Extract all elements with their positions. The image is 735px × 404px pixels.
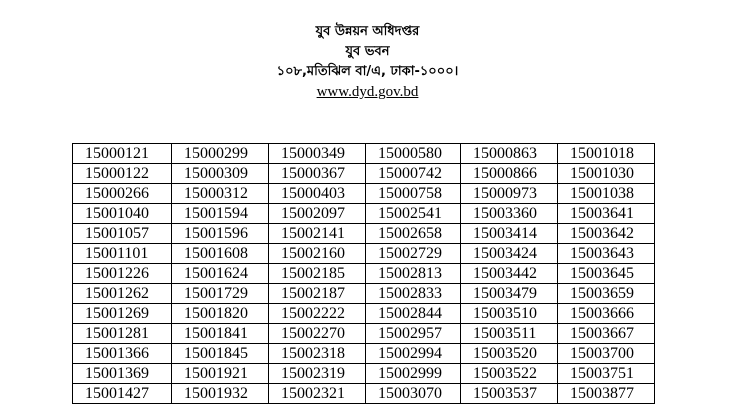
table-cell: 15000863 — [461, 144, 558, 164]
table-row — [73, 384, 655, 404]
table-cell: 15003877 — [558, 384, 655, 404]
table-cell: 15000266 — [73, 184, 172, 204]
table-row — [73, 164, 655, 184]
table-cell: 15001624 — [172, 264, 269, 284]
table-cell: 15002833 — [366, 284, 461, 304]
building-name: যুব ভবন — [345, 44, 390, 59]
table-cell: 15003360 — [461, 204, 558, 224]
table-cell: 15001921 — [172, 364, 269, 384]
table-cell: 15002957 — [366, 324, 461, 344]
table-cell: 15001369 — [73, 364, 172, 384]
table-cell: 15003070 — [366, 384, 461, 404]
table-cell: 15002097 — [269, 204, 366, 224]
table-row — [73, 244, 655, 264]
table-cell: 15001932 — [172, 384, 269, 404]
table-cell: 15001262 — [73, 284, 172, 304]
table-cell: 15001608 — [172, 244, 269, 264]
table-row — [73, 344, 655, 364]
table-cell: 15001729 — [172, 284, 269, 304]
table-cell: 15003659 — [558, 284, 655, 304]
table-cell: 15003510 — [461, 304, 558, 324]
table-cell: 15003442 — [461, 264, 558, 284]
table-cell: 15000758 — [366, 184, 461, 204]
table-cell: 15001281 — [73, 324, 172, 344]
table-cell: 15003643 — [558, 244, 655, 264]
table-cell: 15000580 — [366, 144, 461, 164]
table-cell: 15002319 — [269, 364, 366, 384]
table-cell: 15002318 — [269, 344, 366, 364]
table-cell: 15001057 — [73, 224, 172, 244]
table-cell: 15002222 — [269, 304, 366, 324]
table-cell: 15002541 — [366, 204, 461, 224]
table-cell: 15003645 — [558, 264, 655, 284]
table-cell: 15002160 — [269, 244, 366, 264]
table-cell: 15000367 — [269, 164, 366, 184]
table-cell: 15002187 — [269, 284, 366, 304]
table-cell: 15000403 — [269, 184, 366, 204]
roll-number-table — [72, 143, 655, 404]
table-cell: 15001841 — [172, 324, 269, 344]
table-cell: 15002729 — [366, 244, 461, 264]
table-cell: 15001101 — [73, 244, 172, 264]
table-cell: 15003537 — [461, 384, 558, 404]
table-cell: 15003511 — [461, 324, 558, 344]
table-row — [73, 264, 655, 284]
table-cell: 15003700 — [558, 344, 655, 364]
website-link[interactable]: www.dyd.gov.bd — [316, 84, 419, 100]
table-cell: 15001596 — [172, 224, 269, 244]
table-cell: 15000349 — [269, 144, 366, 164]
table-cell: 15000121 — [73, 144, 172, 164]
organization-name: যুব উন্নয়ন অধিদপ্তর — [315, 24, 420, 39]
table-row — [73, 184, 655, 204]
table-cell: 15003522 — [461, 364, 558, 384]
table-row — [73, 224, 655, 244]
table-cell: 15002658 — [366, 224, 461, 244]
table-cell: 15000312 — [172, 184, 269, 204]
table-cell: 15000309 — [172, 164, 269, 184]
table-cell: 15003667 — [558, 324, 655, 344]
table-cell: 15001594 — [172, 204, 269, 224]
table-cell: 15002999 — [366, 364, 461, 384]
table-cell: 15001366 — [73, 344, 172, 364]
table-cell: 15002270 — [269, 324, 366, 344]
table-cell: 15002321 — [269, 384, 366, 404]
table-cell: 15002813 — [366, 264, 461, 284]
table-cell: 15001030 — [558, 164, 655, 184]
table-cell: 15003520 — [461, 344, 558, 364]
table-cell: 15000299 — [172, 144, 269, 164]
table-cell: 15003642 — [558, 224, 655, 244]
table-cell: 15003424 — [461, 244, 558, 264]
table-cell: 15001226 — [73, 264, 172, 284]
table-cell: 15002185 — [269, 264, 366, 284]
table-cell: 15003751 — [558, 364, 655, 384]
table-cell: 15000973 — [461, 184, 558, 204]
table-cell: 15001269 — [73, 304, 172, 324]
table-cell: 15001040 — [73, 204, 172, 224]
table-cell: 15003414 — [461, 224, 558, 244]
table-cell: 15001845 — [172, 344, 269, 364]
table-cell: 15001427 — [73, 384, 172, 404]
table-cell: 15001018 — [558, 144, 655, 164]
document-header — [0, 22, 735, 102]
table-row — [73, 144, 655, 164]
address-line: ১০৮,মতিঝিল বা/এ, ঢাকা-১০০০। — [276, 64, 459, 79]
table-row — [73, 204, 655, 224]
table-row — [73, 324, 655, 344]
roll-number-table-body — [73, 144, 655, 404]
table-row — [73, 304, 655, 324]
table-cell: 15003479 — [461, 284, 558, 304]
table-row — [73, 284, 655, 304]
table-row — [73, 364, 655, 384]
table-cell: 15001038 — [558, 184, 655, 204]
table-cell: 15002844 — [366, 304, 461, 324]
table-cell: 15000122 — [73, 164, 172, 184]
table-cell: 15002141 — [269, 224, 366, 244]
table-cell: 15000742 — [366, 164, 461, 184]
table-cell: 15002994 — [366, 344, 461, 364]
table-cell: 15000866 — [461, 164, 558, 184]
table-cell: 15003666 — [558, 304, 655, 324]
table-cell: 15001820 — [172, 304, 269, 324]
table-cell: 15003641 — [558, 204, 655, 224]
